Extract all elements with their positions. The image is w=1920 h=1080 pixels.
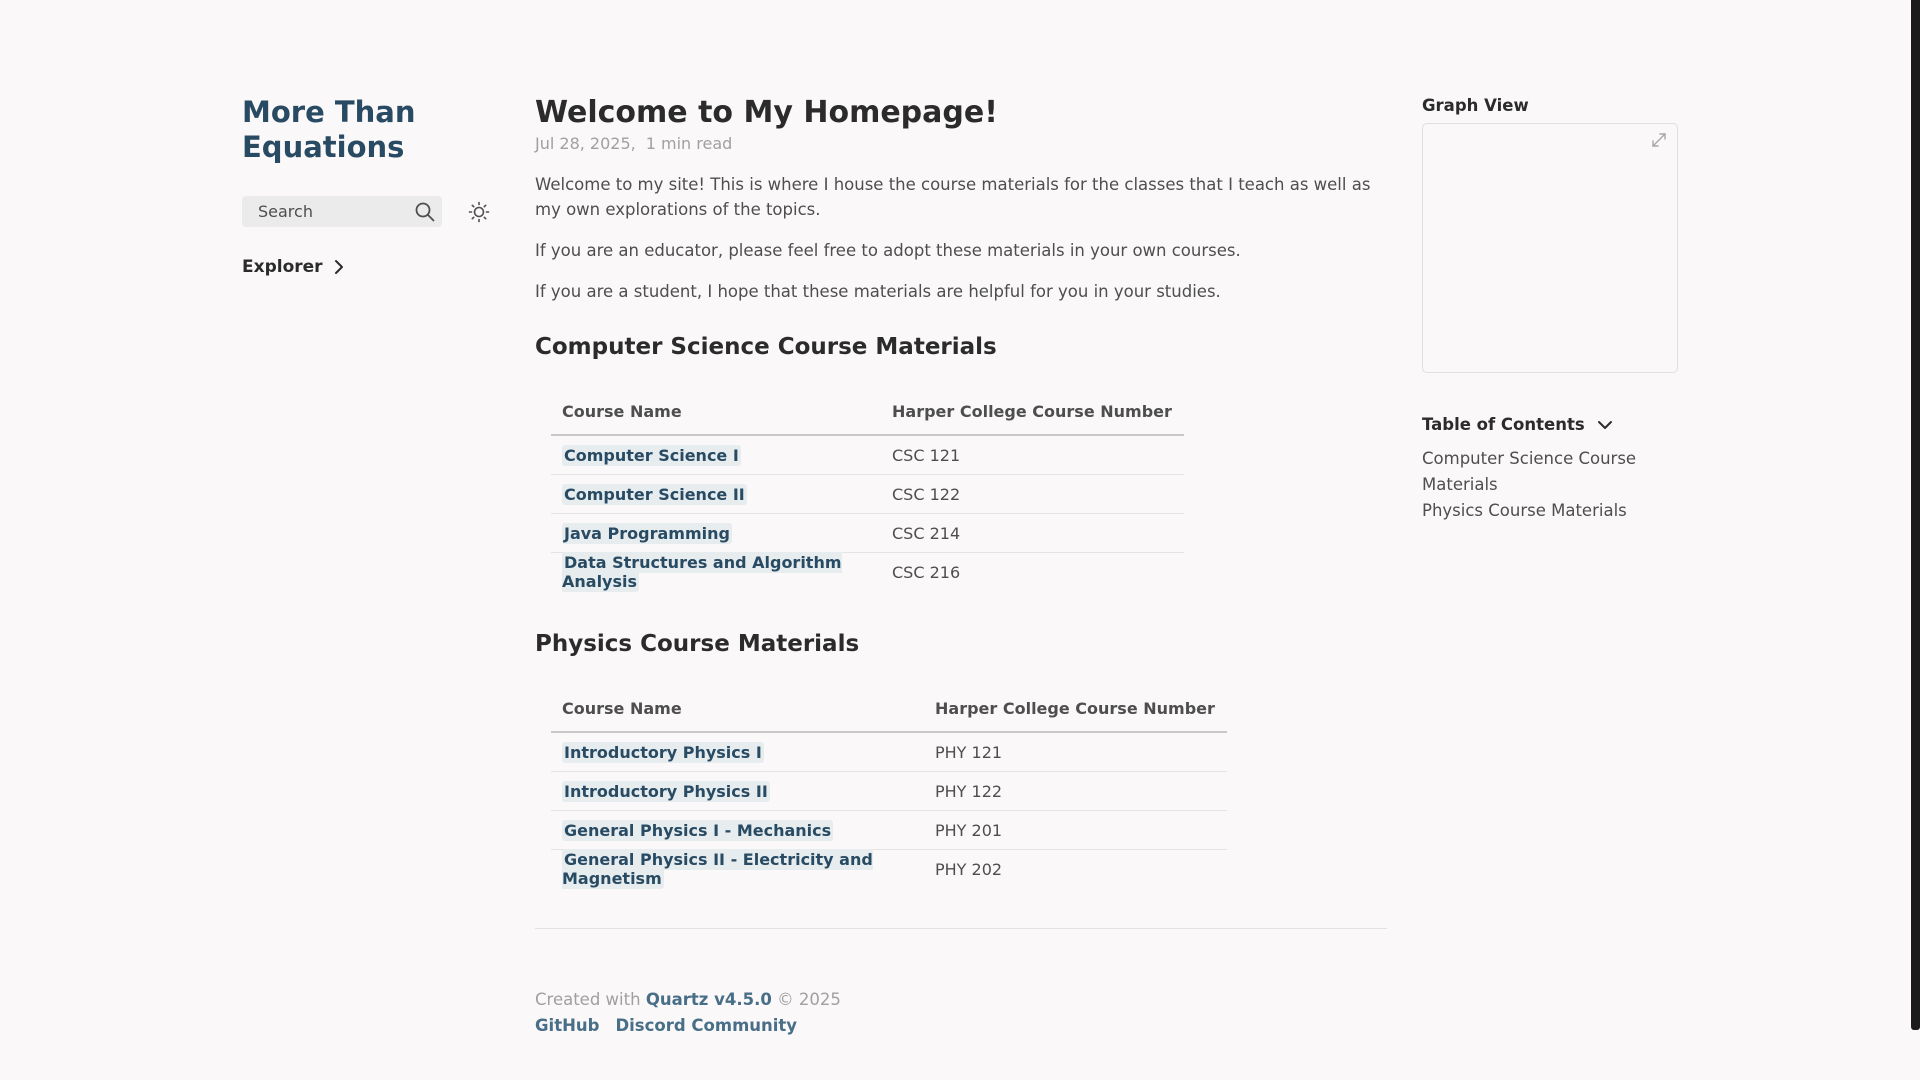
- article-date: Jul 28, 2025,: [535, 134, 636, 153]
- course-link[interactable]: Computer Science I: [564, 445, 739, 465]
- footer: [535, 987, 1387, 1039]
- cs-section-heading: Computer Science Course Materials: [535, 334, 997, 360]
- table-row: [551, 772, 1227, 811]
- column-header-course-number: Harper College Course Number: [924, 685, 1227, 732]
- course-number: CSC 216: [892, 562, 961, 582]
- site-title[interactable]: [242, 95, 502, 165]
- course-link[interactable]: General Physics I - Mechanics: [564, 820, 832, 840]
- table-row: [551, 732, 1227, 772]
- physics-course-table: [551, 685, 1227, 888]
- toc-list: [1422, 446, 1680, 524]
- student-paragraph: If you are a student, I hope that these materials are helpful for you in your studies.: [535, 282, 1221, 301]
- footer-created-text: Created with: [535, 990, 641, 1009]
- table-row: [551, 475, 1184, 514]
- intro-paragraph: Welcome to my site! This is where I house the course materials for the classes that I teach as well as my own explorations of the topics.: [535, 175, 1371, 219]
- github-link[interactable]: GitHub: [535, 1016, 600, 1035]
- toc-heading: Table of Contents: [1422, 415, 1585, 434]
- chevron-right-icon: [333, 259, 345, 275]
- discord-community-link[interactable]: Discord Community: [615, 1016, 798, 1035]
- toc-item-physics-materials[interactable]: Physics Course Materials: [1422, 501, 1627, 520]
- search-row: [242, 196, 502, 227]
- course-number: PHY 201: [924, 811, 1227, 850]
- article-meta: [535, 134, 1387, 154]
- course-link[interactable]: General Physics II - Electricity and Magnetism: [562, 850, 873, 888]
- course-link[interactable]: Introductory Physics II: [564, 781, 768, 801]
- course-link[interactable]: Introductory Physics I: [564, 742, 762, 762]
- expand-graph-button[interactable]: [1651, 132, 1667, 152]
- search-icon: [414, 201, 436, 223]
- table-row: [551, 553, 1184, 592]
- left-sidebar: [242, 95, 502, 277]
- toc-toggle[interactable]: [1422, 415, 1680, 434]
- footer-links: [535, 1013, 1387, 1039]
- table-row: [551, 850, 1227, 889]
- course-number: CSC 214: [881, 514, 1184, 553]
- course-number: PHY 202: [935, 859, 1003, 879]
- site-title-line1: More Than: [242, 95, 416, 129]
- article: [535, 92, 1387, 1039]
- cs-course-table: [551, 388, 1184, 591]
- course-number: PHY 121: [924, 732, 1227, 772]
- quartz-link[interactable]: Quartz v4.5.0: [645, 990, 772, 1009]
- footer-credit: [535, 987, 1387, 1013]
- table-row: [551, 514, 1184, 553]
- table-row: [551, 811, 1227, 850]
- course-link[interactable]: Data Structures and Algorithm Analysis: [562, 553, 842, 591]
- page-title: Welcome to My Homepage!: [535, 95, 998, 130]
- course-link[interactable]: Java Programming: [564, 523, 730, 543]
- toc-item-cs-materials[interactable]: Computer Science Course Materials: [1422, 449, 1637, 494]
- table-header-row: [551, 388, 1184, 435]
- footer-divider: [535, 928, 1387, 929]
- right-sidebar: [1422, 96, 1680, 524]
- course-number: PHY 122: [924, 772, 1227, 811]
- search-button[interactable]: [242, 196, 442, 227]
- explorer-label: Explorer: [242, 257, 323, 277]
- sun-icon: [468, 201, 490, 223]
- expand-icon: [1651, 132, 1667, 148]
- graph-view[interactable]: [1422, 123, 1678, 373]
- table-row: [551, 435, 1184, 475]
- site-title-line2: Equations: [242, 130, 405, 164]
- physics-section-heading: Physics Course Materials: [535, 631, 860, 657]
- course-number: CSC 122: [881, 475, 1184, 514]
- educator-paragraph: If you are an educator, please feel free to adopt these materials in your own courses.: [535, 241, 1241, 260]
- course-link[interactable]: Computer Science II: [564, 484, 745, 504]
- table-header-row: [551, 685, 1227, 732]
- footer-copyright: © 2025: [777, 990, 841, 1009]
- column-header-course-name: Course Name: [551, 685, 924, 732]
- darkmode-toggle[interactable]: [468, 201, 490, 223]
- column-header-course-number: Harper College Course Number: [881, 388, 1184, 435]
- course-number: CSC 121: [881, 435, 1184, 475]
- explorer-toggle[interactable]: [242, 257, 502, 277]
- page-scrollbar[interactable]: [1911, 0, 1920, 1030]
- chevron-down-icon: [1597, 419, 1613, 431]
- search-label: Search: [258, 202, 313, 221]
- article-read-time: 1 min read: [645, 134, 733, 153]
- column-header-course-name: Course Name: [551, 388, 881, 435]
- graph-view-heading: Graph View: [1422, 96, 1529, 115]
